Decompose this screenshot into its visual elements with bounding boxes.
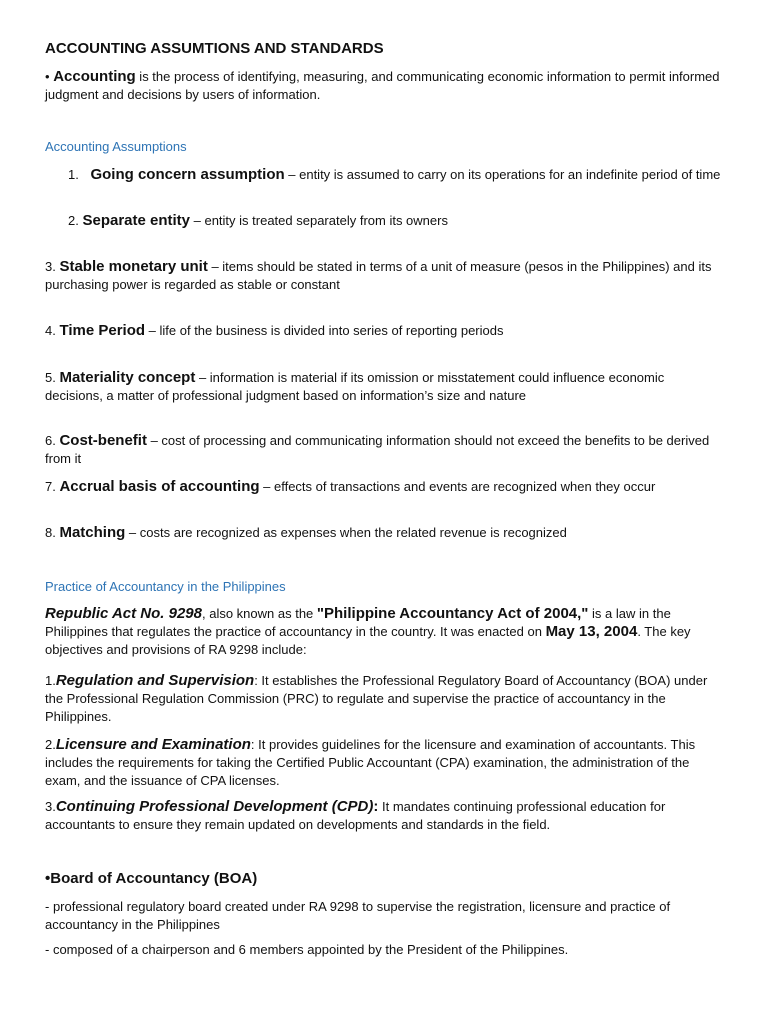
assumptions-heading: Accounting Assumptions <box>45 139 187 154</box>
item-number: 2. <box>45 737 56 752</box>
item-desc: : It establishes the Professional Regulatory Board of Accountancy (BOA) under the Professional Regulation Commission (PRC) to regulate and supervise the practice of accountancy in the Philippines. <box>45 673 708 724</box>
assumption-item <box>45 478 725 496</box>
item-number: 6. <box>45 433 56 448</box>
practice-heading: Practice of Accountancy in the Philippines <box>45 579 286 594</box>
item-number: 5. <box>45 370 56 385</box>
item-number: 4. <box>45 323 56 338</box>
item-desc: – items should be stated in terms of a unit of measure (pesos in the Philippines) and its purchasing power is regarded as stable or constant <box>45 259 712 292</box>
item-term: Accrual basis of accounting <box>59 478 260 495</box>
item-number: 7. <box>45 479 56 494</box>
assumption-item <box>45 432 725 468</box>
item-number: 1. <box>68 167 79 182</box>
item-term: Separate entity <box>82 212 191 229</box>
item-desc: – entity is assumed to carry on its operations for an indefinite period of time <box>284 167 721 182</box>
item-colon: : <box>373 798 379 815</box>
provision-item <box>45 736 725 790</box>
item-term: Materiality concept <box>59 369 196 386</box>
assumption-item <box>45 369 725 405</box>
assumption-item <box>68 212 748 230</box>
item-desc: – cost of processing and communicating information should not exceed the benefits to be derived from it <box>45 433 710 466</box>
intro-text: is the process of identifying, measuring, and communicating economic information to permit informed judgment and decisions by users of information. <box>45 69 720 102</box>
item-term: Regulation and Supervision <box>55 672 255 689</box>
provision-item <box>45 798 725 834</box>
item-desc: : It provides guidelines for the licensure and examination of accountants. This includes the requirements for taking the Certified Public Accountant (CPA) examination, the administration of the exam, and the issuance of CPA licenses. <box>45 737 696 788</box>
page-title: ACCOUNTING ASSUMTIONS AND STANDARDS <box>45 40 384 57</box>
item-term: Stable monetary unit <box>59 258 208 275</box>
assumption-item <box>45 322 725 340</box>
item-desc: – entity is treated separately from its owners <box>190 213 448 228</box>
intro-term: Accounting <box>53 68 136 85</box>
ra-text-1: , also known as the <box>202 606 317 621</box>
assumption-item <box>45 258 725 294</box>
item-number: 8. <box>45 525 56 540</box>
ra-date: May 13, 2004 <box>545 623 638 640</box>
boa-item: - composed of a chairperson and 6 members appointed by the President of the Philippines. <box>45 942 569 957</box>
item-desc: – information is material if its omission or misstatement could influence economic decisions, a matter of professional judgment based on information’s size and nature <box>45 370 665 403</box>
item-term: Cost-benefit <box>59 432 147 449</box>
item-term: Matching <box>59 524 126 541</box>
boa-item: - professional regulatory board created under RA 9298 to supervise the registration, licensure and practice of accountancy in the Philippines <box>45 899 671 932</box>
item-term: Going concern assumption <box>90 166 285 183</box>
item-desc: It mandates continuing professional education for accountants to ensure they remain updated on developments and standards in the field. <box>45 799 666 832</box>
item-desc: – costs are recognized as expenses when the related revenue is recognized <box>125 525 567 540</box>
boa-heading: •Board of Accountancy (BOA) <box>45 870 258 887</box>
item-number: 1. <box>45 673 56 688</box>
item-number: 2. <box>68 213 79 228</box>
ra-act-name: Republic Act No. 9298 <box>45 605 202 622</box>
ra-text-2: is a law in the Philippines that regulates the practice of accountancy in the country. It was enacted on <box>45 606 671 639</box>
item-desc: – life of the business is divided into series of reporting periods <box>145 323 504 338</box>
assumption-item <box>68 166 728 184</box>
item-desc: – effects of transactions and events are recognized when they occur <box>259 479 656 494</box>
item-number: 3. <box>45 799 56 814</box>
item-number: 3. <box>45 259 56 274</box>
provision-item <box>45 672 725 726</box>
item-term: Time Period <box>59 322 146 339</box>
assumption-item <box>45 524 725 542</box>
intro-paragraph <box>45 68 725 104</box>
item-term: Licensure and Examination <box>55 736 251 753</box>
ra-text-3: . The key objectives and provisions of RA 9298 include: <box>45 624 691 657</box>
bullet: • <box>45 69 50 84</box>
ra-law-name: "Philippine Accountancy Act of 2004," <box>316 605 589 622</box>
ra-paragraph <box>45 605 725 659</box>
item-term: Continuing Professional Development (CPD) <box>55 798 374 815</box>
